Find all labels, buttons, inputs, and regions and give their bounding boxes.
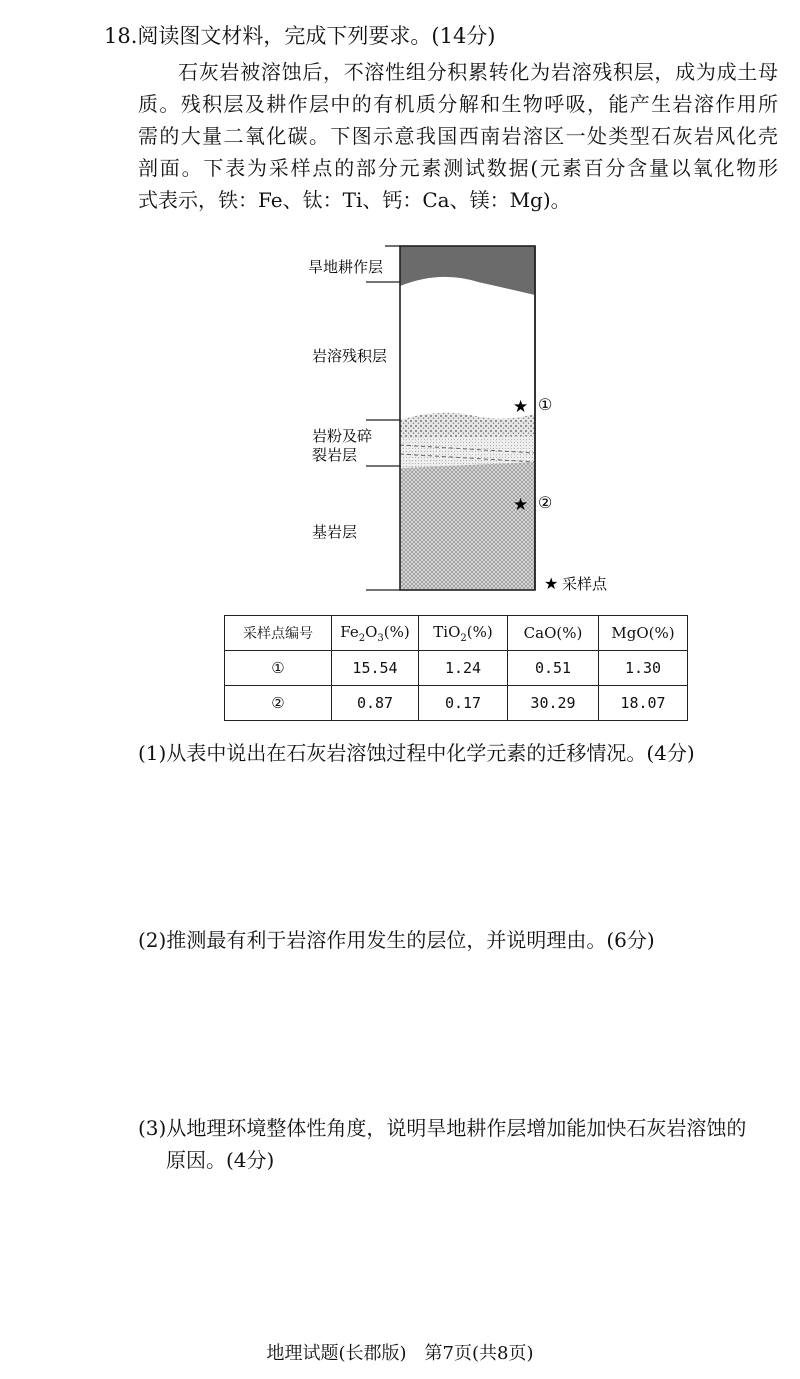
label-bedrock: 基岩层 [312,523,358,541]
table-cell: ② [225,686,332,721]
label-farmland: 旱地耕作层 [308,258,384,276]
legend-label: 采样点 [562,575,608,593]
table-cell: 18.07 [599,686,688,721]
subquestion-3-line1: (3)从地理环境整体性角度，说明旱地耕作层增加能加快石灰岩溶蚀的 [138,1116,747,1140]
paragraph-line: 式表示，铁：Fe、钛：Ti、钙：Ca、镁：Mg)。 [138,188,571,212]
label-residual: 岩溶残积层 [312,347,388,365]
header-mgo: MgO(%) [599,616,688,651]
element-data-table [224,615,688,721]
sample-point-1: ① [538,395,553,414]
material-paragraph [138,56,778,216]
weathering-profile-figure [300,240,630,600]
table-cell: ① [225,651,332,686]
table-cell: 1.24 [419,651,508,686]
bedrock-layer [400,462,535,590]
table-cell: 0.51 [508,651,599,686]
header-fe2o3: $Fe_2O_3(\%)$ [332,616,419,651]
paragraph-line: 石灰岩被溶蚀后，不溶性组分积累转化为岩溶残积层，成为成土母 [178,60,778,84]
header-tio2: TiO$_2$(%) [419,616,508,651]
legend-star-icon: ★ [544,574,559,593]
farmland-layer [400,246,535,295]
table-cell: 0.87 [332,686,419,721]
subquestion-2: (2)推测最有利于岩溶作用发生的层位，并说明理由。(6分) [138,928,655,952]
table-cell: 30.29 [508,686,599,721]
paragraph-line: 需的大量二氧化碳。下图示意我国西南岩溶区一处类型石灰岩风化壳 [138,124,778,148]
header-cao: CaO(%) [508,616,599,651]
table-cell: 15.54 [332,651,419,686]
table-cell: 1.30 [599,651,688,686]
sample-star-icon: ★ [513,397,529,417]
question-header: 18.阅读图文材料，完成下列要求。(14分) [104,24,496,48]
label-rock-powder-1: 岩粉及碎 [312,427,373,445]
paragraph-line: 剖面。下表为采样点的部分元素测试数据(元素百分含量以氧化物形 [138,156,778,180]
table-row [225,686,688,721]
subquestion-1: (1)从表中说出在石灰岩溶蚀过程中化学元素的迁移情况。(4分) [138,741,695,765]
table-header-row [225,616,688,651]
header-sample-id: 采样点编号 [225,616,332,651]
table-cell: 0.17 [419,686,508,721]
sample-star-icon: ★ [513,495,529,515]
profile-diagram [300,240,630,600]
page-footer: 地理试题(长郡版) 第7页(共8页) [266,1343,534,1364]
table-row [225,651,688,686]
subquestion-3-line2: 原因。(4分) [166,1148,275,1172]
paragraph-line: 质。残积层及耕作层中的有机质分解和生物呼吸，能产生岩溶作用所 [138,92,778,116]
subquestion-3 [138,1112,783,1176]
sample-point-2: ② [538,493,553,512]
label-rock-powder-2: 裂岩层 [312,446,358,464]
